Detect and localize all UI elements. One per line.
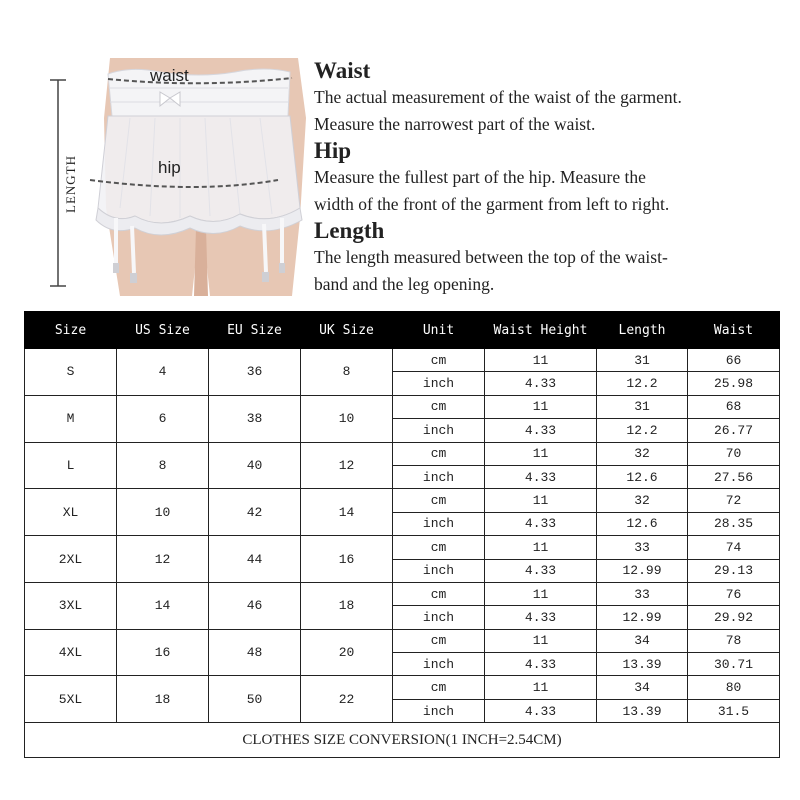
us-size-cell: 4 xyxy=(117,349,209,396)
length-cell: 13.39 xyxy=(597,699,688,722)
length-cell: 31 xyxy=(597,395,688,418)
waist-height-cell: 11 xyxy=(485,582,597,605)
size-cell: L xyxy=(25,442,117,489)
size-cell: 4XL xyxy=(25,629,117,676)
uk-size-cell: 18 xyxy=(301,582,393,629)
table-row xyxy=(25,629,780,652)
hip-label: hip xyxy=(158,158,181,177)
waist-label: waist xyxy=(150,66,189,85)
column-header: UK Size xyxy=(301,312,393,349)
waist-height-cell: 11 xyxy=(485,442,597,465)
length-cell: 34 xyxy=(597,676,688,699)
waist-cell: 27.56 xyxy=(688,465,780,488)
waist-height-cell: 11 xyxy=(485,349,597,372)
uk-size-cell: 12 xyxy=(301,442,393,489)
length-cell: 34 xyxy=(597,629,688,652)
uk-size-cell: 16 xyxy=(301,536,393,583)
us-size-cell: 8 xyxy=(117,442,209,489)
column-header: Waist Height xyxy=(485,312,597,349)
unit-cell: inch xyxy=(393,653,485,676)
column-header: Waist xyxy=(688,312,780,349)
measurement-descriptions xyxy=(314,58,794,298)
eu-size-cell: 42 xyxy=(209,489,301,536)
waist-height-cell: 4.33 xyxy=(485,465,597,488)
waist-cell: 74 xyxy=(688,536,780,559)
uk-size-cell: 22 xyxy=(301,676,393,723)
length-cell: 12.2 xyxy=(597,419,688,442)
waist-height-cell: 4.33 xyxy=(485,653,597,676)
eu-size-cell: 46 xyxy=(209,582,301,629)
hip-heading: Hip xyxy=(314,138,352,163)
unit-cell: cm xyxy=(393,489,485,512)
length-cell: 33 xyxy=(597,582,688,605)
uk-size-cell: 14 xyxy=(301,489,393,536)
unit-cell: cm xyxy=(393,676,485,699)
length-cell: 12.2 xyxy=(597,372,688,395)
unit-cell: cm xyxy=(393,349,485,372)
waist-height-cell: 4.33 xyxy=(485,372,597,395)
column-header: EU Size xyxy=(209,312,301,349)
eu-size-cell: 44 xyxy=(209,536,301,583)
length-cell: 12.6 xyxy=(597,512,688,535)
waist-cell: 31.5 xyxy=(688,699,780,722)
length-label: LENGTH xyxy=(63,155,78,213)
waist-height-cell: 4.33 xyxy=(485,419,597,442)
waist-height-cell: 11 xyxy=(485,536,597,559)
waist-cell: 76 xyxy=(688,582,780,605)
garment-illustration xyxy=(20,58,310,308)
table-row xyxy=(25,582,780,605)
unit-cell: inch xyxy=(393,559,485,582)
eu-size-cell: 38 xyxy=(209,395,301,442)
unit-cell: inch xyxy=(393,606,485,629)
size-cell: 5XL xyxy=(25,676,117,723)
waist-cell: 29.92 xyxy=(688,606,780,629)
table-row xyxy=(25,489,780,512)
waist-height-cell: 11 xyxy=(485,489,597,512)
waist-cell: 25.98 xyxy=(688,372,780,395)
column-header: Size xyxy=(25,312,117,349)
size-cell: 2XL xyxy=(25,536,117,583)
table-footer-row xyxy=(25,723,780,758)
table-row xyxy=(25,442,780,465)
unit-cell: cm xyxy=(393,536,485,559)
waist-cell: 78 xyxy=(688,629,780,652)
size-cell: S xyxy=(25,349,117,396)
table-body xyxy=(25,349,780,723)
waist-cell: 66 xyxy=(688,349,780,372)
unit-cell: cm xyxy=(393,442,485,465)
unit-cell: inch xyxy=(393,512,485,535)
column-header: Unit xyxy=(393,312,485,349)
length-cell: 32 xyxy=(597,442,688,465)
length-description-line: band and the leg opening. xyxy=(314,274,495,294)
table-row xyxy=(25,349,780,372)
size-cell: 3XL xyxy=(25,582,117,629)
column-header: Length xyxy=(597,312,688,349)
waist-cell: 29.13 xyxy=(688,559,780,582)
waist-height-cell: 11 xyxy=(485,676,597,699)
table-row xyxy=(25,395,780,418)
waist-description-line: The actual measurement of the waist of the garment. xyxy=(314,87,682,107)
eu-size-cell: 48 xyxy=(209,629,301,676)
us-size-cell: 16 xyxy=(117,629,209,676)
length-cell: 12.99 xyxy=(597,559,688,582)
unit-cell: inch xyxy=(393,465,485,488)
length-description-line: The length measured between the top of the waist- xyxy=(314,247,668,267)
hip-description-line: width of the front of the garment from left to right. xyxy=(314,194,670,214)
length-cell: 32 xyxy=(597,489,688,512)
waist-height-cell: 11 xyxy=(485,395,597,418)
waist-height-cell: 4.33 xyxy=(485,606,597,629)
us-size-cell: 10 xyxy=(117,489,209,536)
unit-cell: inch xyxy=(393,419,485,442)
eu-size-cell: 40 xyxy=(209,442,301,489)
unit-cell: cm xyxy=(393,582,485,605)
us-size-cell: 6 xyxy=(117,395,209,442)
length-heading: Length xyxy=(314,218,385,243)
us-size-cell: 14 xyxy=(117,582,209,629)
unit-cell: cm xyxy=(393,395,485,418)
waist-cell: 72 xyxy=(688,489,780,512)
table-row xyxy=(25,676,780,699)
length-cell: 13.39 xyxy=(597,653,688,676)
uk-size-cell: 8 xyxy=(301,349,393,396)
unit-cell: inch xyxy=(393,372,485,395)
waist-height-cell: 4.33 xyxy=(485,699,597,722)
uk-size-cell: 10 xyxy=(301,395,393,442)
uk-size-cell: 20 xyxy=(301,629,393,676)
size-cell: M xyxy=(25,395,117,442)
waist-height-cell: 11 xyxy=(485,629,597,652)
unit-cell: inch xyxy=(393,699,485,722)
us-size-cell: 12 xyxy=(117,536,209,583)
waist-height-cell: 4.33 xyxy=(485,512,597,535)
waist-cell: 28.35 xyxy=(688,512,780,535)
length-cell: 12.6 xyxy=(597,465,688,488)
hip-description-line: Measure the fullest part of the hip. Measure the xyxy=(314,167,646,187)
size-cell: XL xyxy=(25,489,117,536)
waist-cell: 30.71 xyxy=(688,653,780,676)
unit-cell: cm xyxy=(393,629,485,652)
eu-size-cell: 36 xyxy=(209,349,301,396)
waist-cell: 68 xyxy=(688,395,780,418)
length-cell: 12.99 xyxy=(597,606,688,629)
table-header-row xyxy=(25,312,780,349)
table-row xyxy=(25,536,780,559)
us-size-cell: 18 xyxy=(117,676,209,723)
waist-cell: 26.77 xyxy=(688,419,780,442)
waist-heading: Waist xyxy=(314,58,371,83)
eu-size-cell: 50 xyxy=(209,676,301,723)
length-cell: 31 xyxy=(597,349,688,372)
waist-height-cell: 4.33 xyxy=(485,559,597,582)
conversion-note: CLOTHES SIZE CONVERSION(1 INCH=2.54CM) xyxy=(25,723,780,758)
length-cell: 33 xyxy=(597,536,688,559)
waist-description-line: Measure the narrowest part of the waist. xyxy=(314,114,596,134)
waist-cell: 80 xyxy=(688,676,780,699)
column-header: US Size xyxy=(117,312,209,349)
size-chart-table xyxy=(24,311,780,758)
waist-cell: 70 xyxy=(688,442,780,465)
